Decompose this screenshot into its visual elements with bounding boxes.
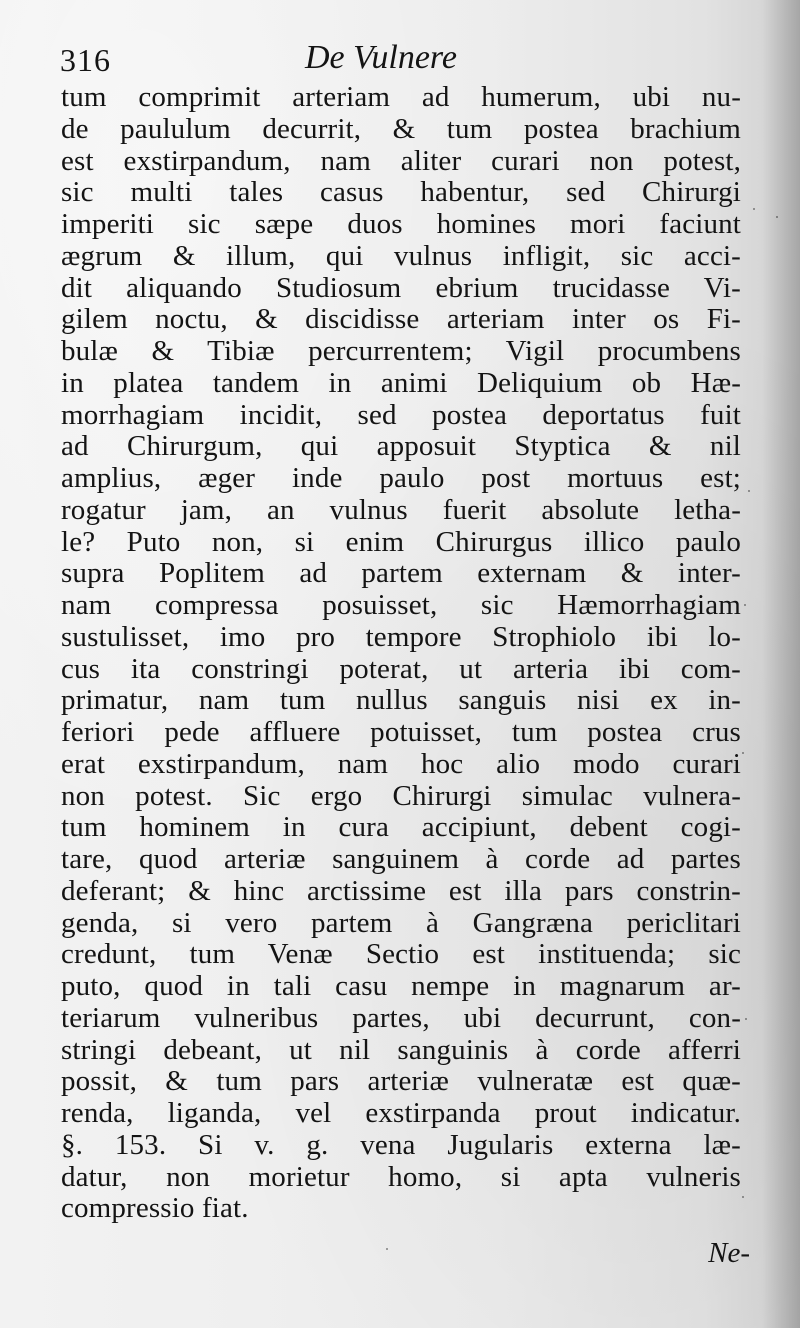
- text-line: bulæ & Tibiæ percurrentem; Vigil procumbens: [61, 335, 741, 367]
- text-line: cus ita constringi poterat, ut arteria ibi com-: [61, 652, 741, 685]
- paper-speck: [745, 1018, 747, 1020]
- text-line: ægrum & illum, qui vulnus infligit, sic acci-: [61, 239, 741, 272]
- paper-speck: [742, 752, 744, 754]
- paper-speck: [753, 208, 755, 210]
- catchword: Ne-: [708, 1237, 750, 1269]
- text-line: deferant; & hinc arctissime est illa pars constrin-: [61, 874, 741, 907]
- text-line: puto, quod in tali casu nempe in magnarum ar-: [61, 970, 741, 1002]
- text-line: ad Chirurgum, qui apposuit Styptica & nil: [61, 430, 741, 463]
- text-line: rogatur jam, an vulnus fuerit absolute letha-: [61, 493, 741, 526]
- text-line: possit, & tum pars arteriæ vulneratæ est quæ-: [61, 1065, 741, 1098]
- text-line: primatur, nam tum nullus sanguis nisi ex in-: [61, 684, 741, 717]
- text-line: stringi debeant, ut nil sanguinis à corde afferri: [61, 1033, 741, 1066]
- text-line: genda, si vero partem à Gangræna periclitari: [61, 906, 741, 939]
- text-line: dit aliquando Studiosum ebrium trucidasse Vi-: [61, 271, 741, 304]
- paper-speck: [386, 1248, 388, 1250]
- text-line: est exstirpandum, nam aliter curari non potest,: [61, 144, 741, 177]
- text-line: datur, non morietur homo, si apta vulneris: [61, 1160, 741, 1193]
- text-line: supra Poplitem ad partem externam & inter-: [61, 557, 741, 590]
- body-text: [61, 82, 741, 1225]
- text-line: renda, liganda, vel exstirpanda prout indicatur.: [61, 1097, 741, 1129]
- text-line: non potest. Sic ergo Chirurgi simulac vulnera-: [61, 779, 741, 812]
- text-line: amplius, æger inde paulo post mortuus est;: [61, 462, 741, 494]
- page-edge-shadow: [762, 0, 800, 1328]
- text-line: nam compressa posuisset, sic Hæmorrhagiam: [61, 589, 741, 621]
- paper-speck: [744, 604, 746, 606]
- text-line: le? Puto non, si enim Chirurgus illico paulo: [61, 525, 741, 558]
- text-line: gilem noctu, & discidisse arteriam inter os Fi-: [61, 303, 741, 336]
- text-line: morrhagiam incidit, sed postea deportatus fuit: [61, 398, 741, 431]
- text-line: de paululum decurrit, & tum postea brachium: [61, 112, 741, 145]
- page-number: 316: [60, 42, 111, 78]
- running-head: [60, 38, 740, 86]
- text-line: compressio fiat.: [61, 1192, 249, 1225]
- text-line: feriori pede affluere potuisset, tum postea crus: [61, 716, 741, 748]
- text-line: tum hominem in cura accipiunt, debent cogi-: [61, 811, 741, 844]
- text-line: credunt, tum Venæ Sectio est instituenda; sic: [61, 938, 741, 971]
- text-line: tare, quod arteriæ sanguinem à corde ad partes: [61, 843, 741, 875]
- text-line: in platea tandem in animi Deliquium ob Hæ-: [61, 366, 741, 399]
- running-title: De Vulnere: [305, 39, 457, 76]
- paper-speck: [748, 490, 750, 492]
- text-line: imperiti sic sæpe duos homines mori faciunt: [61, 208, 741, 240]
- text-line: tum comprimit arteriam ad humerum, ubi nu-: [61, 81, 741, 113]
- text-line: sic multi tales casus habentur, sed Chirurgi: [61, 176, 741, 209]
- paper-speck: [742, 1196, 744, 1198]
- text-line: sustulisset, imo pro tempore Strophiolo ibi lo-: [61, 620, 741, 653]
- text-line: erat exstirpandum, nam hoc alio modo curari: [61, 747, 741, 780]
- text-line: §. 153. Si v. g. vena Jugularis externa læ-: [61, 1128, 741, 1161]
- text-line: teriarum vulneribus partes, ubi decurrunt, con-: [61, 1001, 741, 1034]
